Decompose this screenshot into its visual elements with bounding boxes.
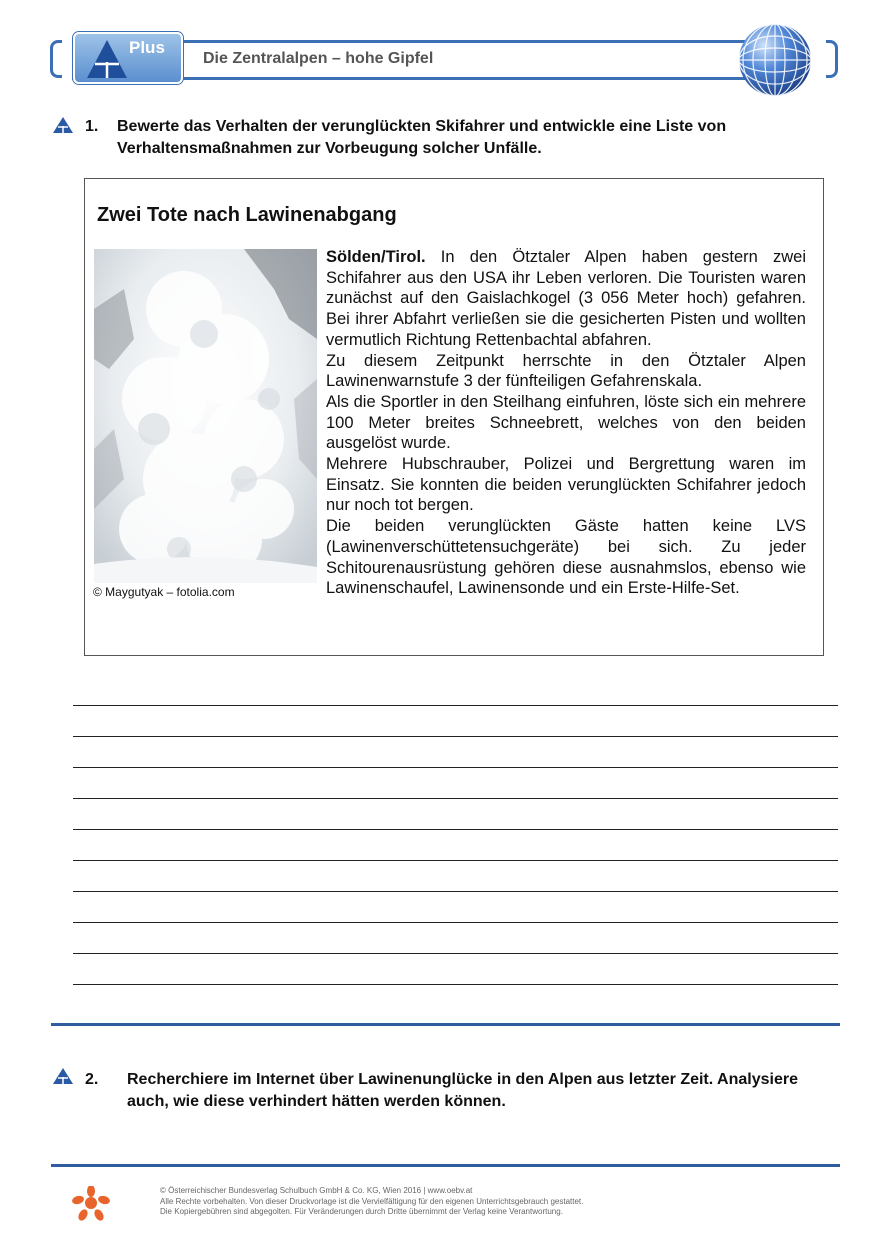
header-bracket-right bbox=[826, 40, 838, 78]
task-triangle-icon bbox=[53, 117, 73, 133]
writing-line[interactable] bbox=[73, 705, 838, 706]
triangle-logo-icon bbox=[85, 38, 129, 80]
writing-line[interactable] bbox=[73, 860, 838, 861]
footer-line: Alle Rechte vorbehalten. Von dieser Druckvorlage ist die Vervielfältigung für den eigenen Unterrichtsgebrauch gestattet. bbox=[160, 1196, 584, 1206]
article-paragraph bbox=[326, 247, 806, 351]
newspaper-article bbox=[84, 178, 824, 656]
writing-line[interactable] bbox=[73, 953, 838, 954]
section-divider bbox=[51, 1023, 840, 1026]
footer-line: © Österreichischer Bundesverlag Schulbuch GmbH & Co. KG, Wien 2016 | www.oebv.at bbox=[160, 1186, 473, 1195]
article-paragraph: Zu diesem Zeitpunkt herrschte in den Ötztaler Alpen Lawinenwarnstufe 3 der fünfteiligen Gefahrenskala. bbox=[326, 351, 806, 391]
avalanche-image bbox=[94, 249, 317, 583]
article-paragraph-text: In den Ötztaler Alpen haben gestern zwei Schifahrer aus den USA ihr Leben verloren. Die Touristen waren zunächst auf den Gaislachkogel (3 056 Meter hoch) gefahren. Bei ihrer Abfahrt verließen sie die gesicherten Pisten und wollten vermutlich Richtung Rettenbachtal abfahren. bbox=[326, 248, 806, 349]
page-title: Die Zentralalpen – hohe Gipfel bbox=[203, 50, 434, 67]
footer-line: Die Kopiergebühren sind abgegolten. Für Veränderungen durch Dritte übernimmt der Verlag keine Verantwortung. bbox=[160, 1207, 563, 1216]
writing-line[interactable] bbox=[73, 984, 838, 985]
globe-icon bbox=[737, 22, 813, 98]
task-1-number: 1. bbox=[85, 118, 99, 135]
article-paragraph: Als die Sportler in den Steilhang einfuhren, löste sich ein mehrere 100 Meter breites Schneebrett, welches von den beiden ausgelöst wurde. bbox=[326, 392, 806, 453]
task-1-text: Bewerte das Verhalten der verunglückten Skifahrer und entwickle eine Liste von Verhaltensmaßnahmen zur Vorbeugung solcher Unfälle. bbox=[117, 118, 727, 157]
writing-line[interactable] bbox=[73, 891, 838, 892]
article-paragraph: Mehrere Hubschrauber, Polizei und Bergrettung waren im Einsatz. Sie konnten die beiden verunglückten Schifahrer jedoch nur noch tot bergen. bbox=[326, 455, 806, 515]
writing-line[interactable] bbox=[73, 829, 838, 830]
task-2-number: 2. bbox=[85, 1071, 99, 1088]
header-bracket-left bbox=[50, 40, 62, 78]
writing-line[interactable] bbox=[73, 798, 838, 799]
article-body bbox=[326, 247, 806, 599]
writing-line[interactable] bbox=[73, 922, 838, 923]
task-triangle-icon bbox=[53, 1068, 73, 1084]
footer-legal bbox=[160, 1186, 583, 1218]
photo-credit: © Maygutyak – fotolia.com bbox=[93, 585, 235, 599]
logo-text: Plus bbox=[129, 38, 165, 57]
article-paragraph: Die beiden verunglückten Gäste hatten keine LVS (Lawinenverschüttetensuchgeräte) bei sich. Zu jeder Schitourenausrüstung gehören diese ausnahmslos, ebenso wie Lawinenschaufel, Lawinensonde und ein Erste-Hilfe-Set. bbox=[326, 517, 806, 598]
plus-logo bbox=[73, 32, 183, 84]
publisher-logo-icon bbox=[72, 1186, 110, 1222]
writing-line[interactable] bbox=[73, 736, 838, 737]
avalanche-photo bbox=[94, 249, 317, 583]
footer-divider bbox=[51, 1164, 840, 1167]
article-title: Zwei Tote nach Lawinenabgang bbox=[97, 204, 397, 226]
writing-line[interactable] bbox=[73, 767, 838, 768]
task-2-text: Recherchiere im Internet über Lawinenunglücke in den Alpen aus letzter Zeit. Analysiere auch, wie diese verhindert hätten werden können. bbox=[127, 1071, 798, 1110]
article-dateline: Sölden/Tirol. bbox=[326, 248, 426, 266]
